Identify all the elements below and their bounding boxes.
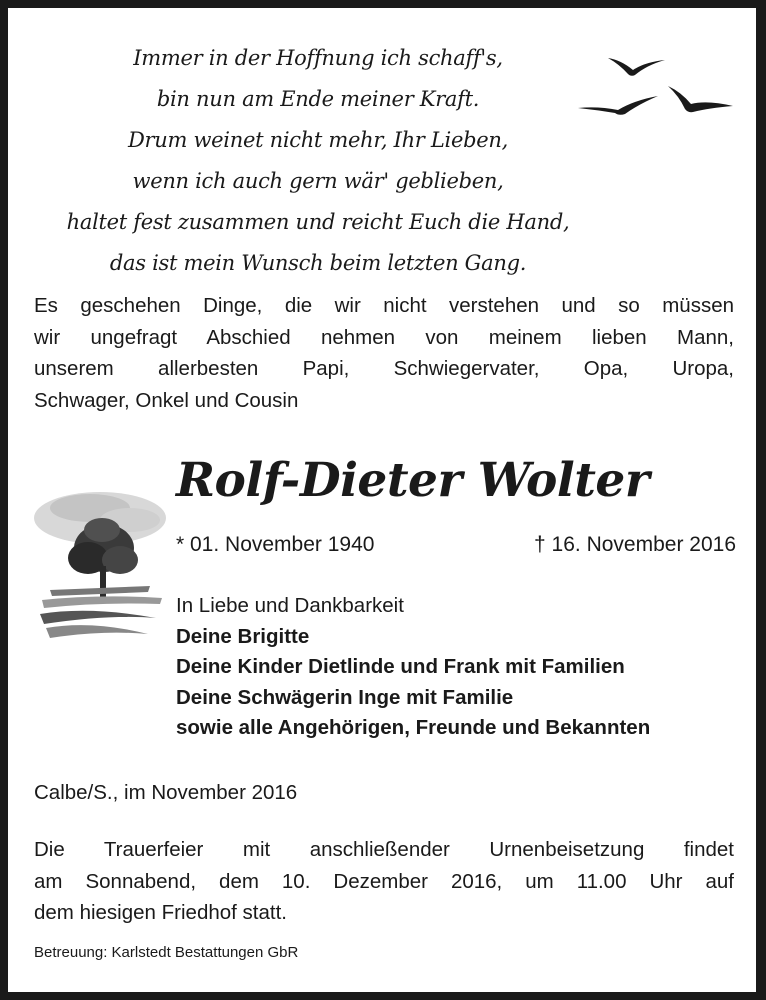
service-line: dem hiesigen Friedhof statt. [34, 901, 287, 924]
life-dates [176, 530, 736, 560]
service-info [34, 834, 734, 929]
poem-line: bin nun am Ende meiner Kraft. [156, 87, 480, 111]
family-signatures [176, 591, 746, 744]
family-line: Deine Schwägerin Inge mit Familie [176, 685, 514, 709]
tree-illustration [30, 478, 170, 648]
family-line: Deine Kinder Dietlinde und Frank mit Familien [176, 655, 625, 678]
place-date: Calbe/S., im November 2016 [34, 781, 298, 804]
family-intro: In Liebe und Dankbarkeit [176, 594, 404, 617]
family-line: Deine Brigitte [176, 624, 310, 648]
birds-illustration [573, 48, 743, 128]
poem-line: Drum weinet nicht mehr, Ihr Lieben, [128, 128, 508, 152]
intro-line: wir ungefragt Abschied nehmen von meinem lieben Mann, [34, 325, 734, 349]
poem-line: haltet fest zusammen und reicht Euch die Hand, [66, 210, 570, 234]
funeral-home-credit: Betreuung: Karlstedt Bestattungen GbR [34, 944, 299, 961]
intro-line: unserem allerbesten Papi, Schwiegervater, Opa, Uropa, [34, 357, 734, 380]
intro-line: Schwager, Onkel und Cousin [34, 388, 299, 412]
poem-line: das ist mein Wunsch beim letzten Gang. [109, 251, 527, 275]
intro-text [34, 290, 734, 416]
poem [38, 38, 598, 284]
deceased-name: Rolf-Dieter Wolter [176, 453, 650, 508]
birth-date: * 01. November 1940 [176, 533, 375, 556]
service-line: am Sonnabend, dem 10. Dezember 2016, um 11.00 Uhr auf [34, 869, 734, 893]
service-line: Die Trauerfeier mit anschließender Urnenbeisetzung findet [34, 838, 734, 861]
family-line: sowie alle Angehörigen, Freunde und Bekannten [176, 716, 651, 739]
poem-line: Immer in der Hoffnung ich schaff's, [133, 46, 503, 70]
death-date: † 16. November 2016 [534, 533, 736, 556]
intro-line: Es geschehen Dinge, die wir nicht verstehen und so müssen [34, 294, 734, 317]
obituary-notice [8, 8, 756, 992]
poem-line: wenn ich auch gern wär' geblieben, [132, 169, 504, 193]
